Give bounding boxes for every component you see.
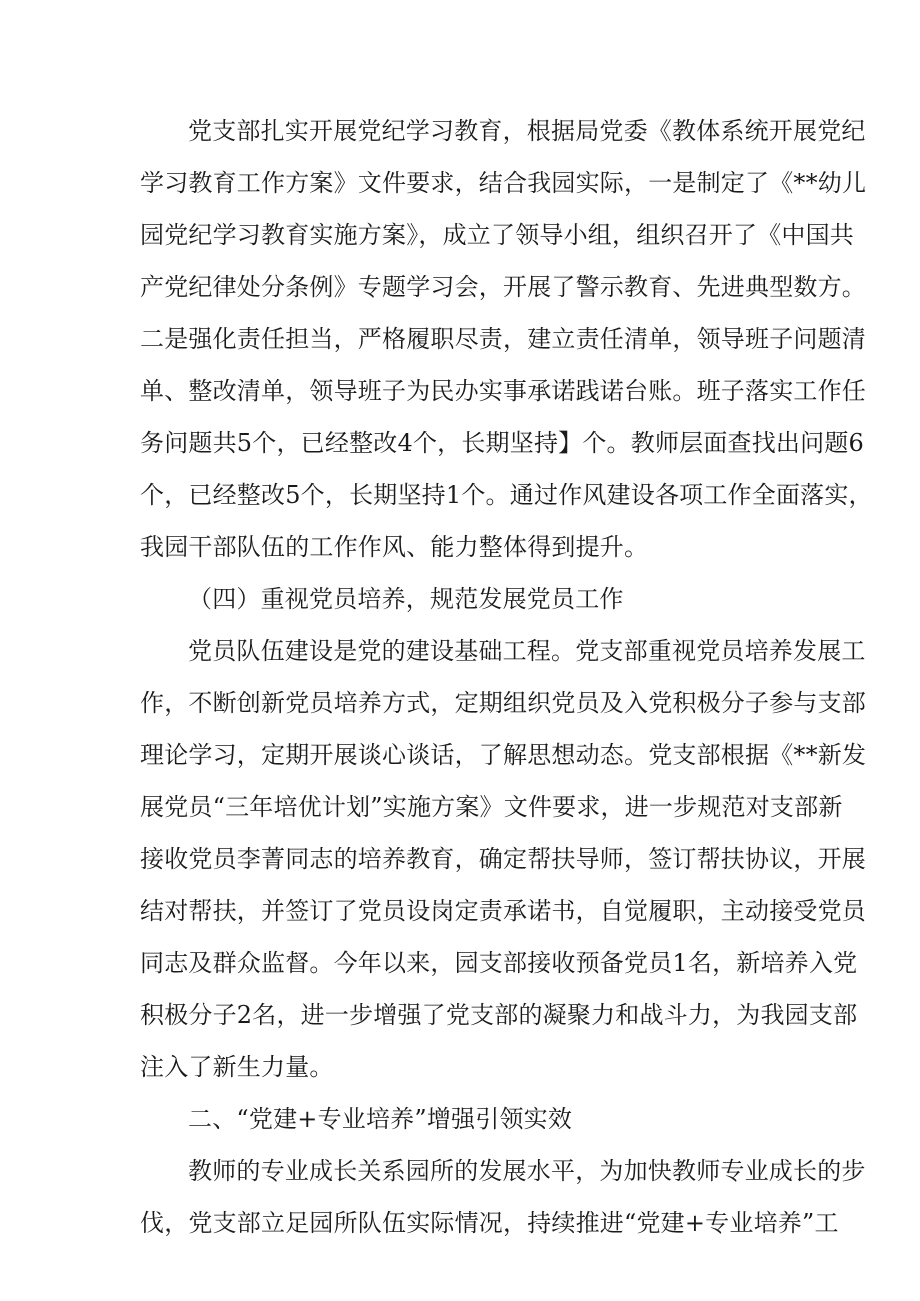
section-heading: （四）重视党员培养，规范发展党员工作 — [188, 585, 624, 613]
paragraph-line: 二是强化责任担当，严格履职尽责，建立责任清单，领导班子问题清 — [140, 325, 866, 353]
paragraph-line: 园党纪学习教育实施方案》，成立了领导小组，组织召开了《中国共 — [140, 221, 854, 249]
paragraph-line: 理论学习，定期开展谈心谈话，了解思想动态。党支部根据《**新发 — [140, 741, 867, 769]
paragraph-line: 教师的专业成长关系园所的发展水平，为加快教师专业成长的步 — [188, 1157, 866, 1185]
paragraph-line: 党员队伍建设是党的建设基础工程。党支部重视党员培养发展工 — [188, 637, 866, 665]
paragraph-line: 产党纪律处分条例》专题学习会，开展了警示教育、先进典型数方。 — [140, 273, 866, 301]
paragraph-line: 学习教育工作方案》文件要求，结合我园实际，一是制定了《**幼儿 — [140, 169, 867, 197]
paragraph-line: 结对帮扶，并签订了党员设岗定责承诺书，自觉履职，主动接受党员 — [140, 897, 866, 925]
paragraph-line: 党支部扎实开展党纪学习教育，根据局党委《教体系统开展党纪 — [188, 117, 866, 145]
paragraph-line: 注入了新生力量。 — [140, 1053, 334, 1081]
paragraph-line: 接收党员李菁同志的培养教育，确定帮扶导师，签订帮扶协议，开展 — [140, 845, 866, 873]
paragraph-line: 展党员“三年培优计划”实施方案》文件要求，进一步规范对支部新 — [140, 793, 843, 821]
paragraph-line: 积极分子2名，进一步增强了党支部的凝聚力和战斗力，为我园支部 — [140, 1001, 858, 1029]
paragraph-line: 伐，党支部立足园所队伍实际情况，持续推进“党建+专业培养”工 — [140, 1209, 839, 1237]
paragraph-line: 个，已经整改5个，长期坚持1个。通过作风建设各项工作全面落实， — [140, 481, 873, 509]
paragraph-line: 务问题共5个，已经整改4个，长期坚持】个。教师层面查找出问题6 — [140, 429, 865, 457]
section-heading: 二、“党建+专业培养”增强引领实效 — [188, 1105, 573, 1133]
paragraph-line: 我园干部队伍的工作作风、能力整体得到提升。 — [140, 533, 649, 561]
paragraph-line: 同志及群众监督。今年以来，园支部接收预备党员1名，新培养入党 — [140, 949, 858, 977]
paragraph-line: 单、整改清单，领导班子为民办实事承诺践诺台账。班子落实工作任 — [140, 377, 866, 405]
paragraph-line: 作，不断创新党员培养方式，定期组织党员及入党积极分子参与支部 — [140, 689, 866, 717]
